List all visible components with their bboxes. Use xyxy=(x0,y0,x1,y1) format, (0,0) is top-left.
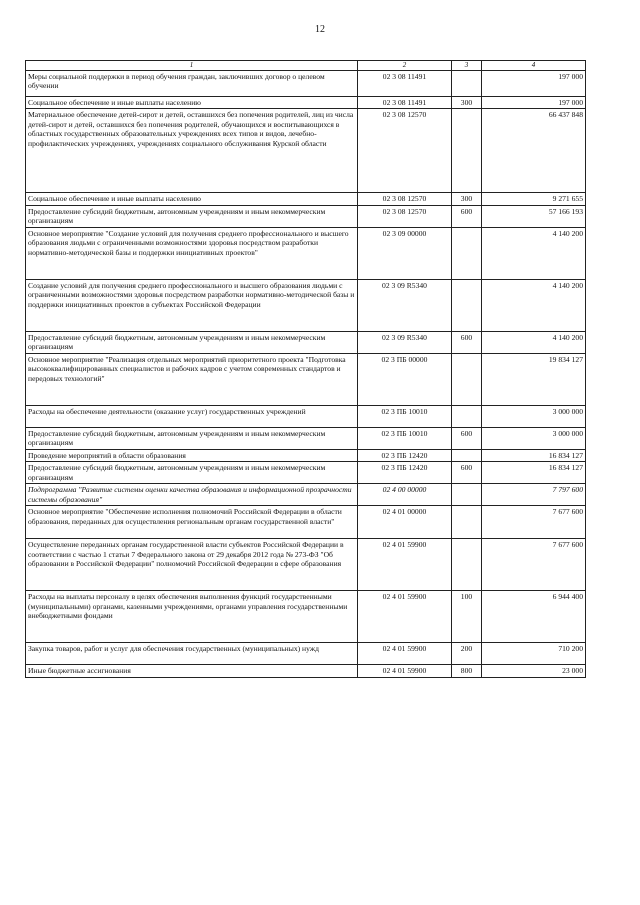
amount-cell: 57 166 193 xyxy=(482,205,586,227)
name-cell: Социальное обеспечение и иные выплаты населению xyxy=(26,96,358,108)
table-row xyxy=(26,205,586,227)
type-cell xyxy=(452,506,482,539)
amount-cell: 23 000 xyxy=(482,665,586,677)
type-cell: 600 xyxy=(452,462,482,484)
amount-cell: 197 000 xyxy=(482,96,586,108)
table-row xyxy=(26,227,586,279)
type-cell: 100 xyxy=(452,591,482,643)
amount-cell: 4 140 200 xyxy=(482,227,586,279)
amount-cell: 3 000 000 xyxy=(482,405,586,427)
code-cell: 02 3 ПБ 10010 xyxy=(358,405,452,427)
table-row xyxy=(26,665,586,677)
name-cell: Меры социальной поддержки в период обучения граждан, заключивших договор о целевом обучении xyxy=(26,70,358,96)
code-cell: 02 3 ПБ 10010 xyxy=(358,427,452,449)
table-row xyxy=(26,449,586,461)
code-cell: 02 3 ПБ 12420 xyxy=(358,449,452,461)
name-cell: Иные бюджетные ассигнования xyxy=(26,665,358,677)
amount-cell: 4 140 200 xyxy=(482,279,586,331)
amount-cell: 16 834 127 xyxy=(482,462,586,484)
name-cell: Материальное обеспечение детей-сирот и детей, оставшихся без попечения родителей, лиц из числа детей-сирот и детей, оставшихся без попечения родителей, обучающихся и воспитывающихся в областных государственных образовательных учреждениях всех типов и видов, лечебно-профилактических учреждениях, учреждениях социального обслуживания Курской области xyxy=(26,109,358,193)
name-cell: Основное мероприятие "Обеспечение исполнения полномочий Российской Федерации в области образования, переданных для осуществления региональным органам государственной власти" xyxy=(26,506,358,539)
name-cell: Создание условий для получения среднего профессионального и высшего образования людьми с ограниченными возможностями здоровья посредством разработки нормативно-методической базы и поддержки инициативных проектов в субъектах Российской Федерации xyxy=(26,279,358,331)
type-cell xyxy=(452,449,482,461)
type-cell xyxy=(452,70,482,96)
name-cell: Расходы на выплаты персоналу в целях обеспечения выполнения функций государственными (муниципальными) органами, казенными учреждениями, органами управления государственными внебюджетными фондами xyxy=(26,591,358,643)
name-cell: Основное мероприятие "Реализация отдельных мероприятий приоритетного проекта "Подготовка высококвалифицированных специалистов и рабочих кадров с учетом современных стандартов и передовых технологий" xyxy=(26,353,358,405)
table-row xyxy=(26,96,586,108)
type-cell: 300 xyxy=(452,193,482,205)
name-cell: Закупка товаров, работ и услуг для обеспечения государственных (муниципальных) нужд xyxy=(26,643,358,665)
name-cell: Предоставление субсидий бюджетным, автономным учреждениям и иным некоммерческим организациям xyxy=(26,205,358,227)
code-cell: 02 3 08 12570 xyxy=(358,205,452,227)
table-row xyxy=(26,539,586,591)
table-row xyxy=(26,462,586,484)
table-row xyxy=(26,643,586,665)
table-row xyxy=(26,427,586,449)
table-row xyxy=(26,193,586,205)
code-cell: 02 3 08 12570 xyxy=(358,193,452,205)
column-header: 2 xyxy=(358,61,452,71)
table-header-row xyxy=(26,61,586,71)
code-cell: 02 3 08 11491 xyxy=(358,70,452,96)
type-cell xyxy=(452,484,482,506)
code-cell: 02 4 01 59900 xyxy=(358,665,452,677)
amount-cell: 19 834 127 xyxy=(482,353,586,405)
type-cell xyxy=(452,353,482,405)
name-cell: Основное мероприятие "Создание условий для получения среднего профессионального и высшего образования людьми с ограниченными возможностями здоровья посредством разработки нормативно-методической базы и поддержки инициативных проектов" xyxy=(26,227,358,279)
name-cell: Предоставление субсидий бюджетным, автономным учреждениям и иным некоммерческим организациям xyxy=(26,462,358,484)
code-cell: 02 3 09 00000 xyxy=(358,227,452,279)
name-cell: Осуществление переданных органам государственной власти субъектов Российской Федерации в соответствии с частью 1 статьи 7 Федерального закона от 29 декабря 2012 года № 273-ФЗ "Об образовании в Российской Федерации" полномочий Российской Федерации в сфере образования xyxy=(26,539,358,591)
type-cell: 200 xyxy=(452,643,482,665)
table-row xyxy=(26,353,586,405)
amount-cell: 4 140 200 xyxy=(482,331,586,353)
code-cell: 02 3 08 12570 xyxy=(358,109,452,193)
name-cell: Предоставление субсидий бюджетным, автономным учреждениям и иным некоммерческим организациям xyxy=(26,427,358,449)
code-cell: 02 3 ПБ 12420 xyxy=(358,462,452,484)
amount-cell: 6 944 400 xyxy=(482,591,586,643)
name-cell: Подпрограмма "Развитие системы оценки качества образования и информационной прозрачности системы образования" xyxy=(26,484,358,506)
code-cell: 02 3 09 R5340 xyxy=(358,331,452,353)
table-row xyxy=(26,405,586,427)
code-cell: 02 4 01 59900 xyxy=(358,591,452,643)
page-number: 12 xyxy=(315,24,325,35)
name-cell: Предоставление субсидий бюджетным, автономным учреждениям и иным некоммерческим организациям xyxy=(26,331,358,353)
table-row xyxy=(26,331,586,353)
code-cell: 02 3 08 11491 xyxy=(358,96,452,108)
type-cell xyxy=(452,279,482,331)
table-row xyxy=(26,279,586,331)
name-cell: Социальное обеспечение и иные выплаты населению xyxy=(26,193,358,205)
column-header: 1 xyxy=(26,61,358,71)
type-cell: 600 xyxy=(452,331,482,353)
amount-cell: 16 834 127 xyxy=(482,449,586,461)
amount-cell: 66 437 848 xyxy=(482,109,586,193)
table-row xyxy=(26,109,586,193)
budget-table xyxy=(25,60,586,678)
code-cell: 02 3 09 R5340 xyxy=(358,279,452,331)
type-cell: 300 xyxy=(452,96,482,108)
amount-cell: 710 200 xyxy=(482,643,586,665)
name-cell: Проведение мероприятий в области образования xyxy=(26,449,358,461)
amount-cell: 197 000 xyxy=(482,70,586,96)
code-cell: 02 4 01 00000 xyxy=(358,506,452,539)
type-cell: 600 xyxy=(452,427,482,449)
table-row xyxy=(26,484,586,506)
name-cell: Расходы на обеспечение деятельности (оказание услуг) государственных учреждений xyxy=(26,405,358,427)
column-header: 4 xyxy=(482,61,586,71)
code-cell: 02 3 ПБ 00000 xyxy=(358,353,452,405)
code-cell: 02 4 00 00000 xyxy=(358,484,452,506)
column-header: 3 xyxy=(452,61,482,71)
type-cell: 600 xyxy=(452,205,482,227)
type-cell xyxy=(452,109,482,193)
table-row xyxy=(26,591,586,643)
amount-cell: 9 271 655 xyxy=(482,193,586,205)
type-cell: 800 xyxy=(452,665,482,677)
amount-cell: 7 677 600 xyxy=(482,506,586,539)
table-row xyxy=(26,70,586,96)
amount-cell: 7 797 600 xyxy=(482,484,586,506)
amount-cell: 3 000 000 xyxy=(482,427,586,449)
code-cell: 02 4 01 59900 xyxy=(358,643,452,665)
type-cell xyxy=(452,405,482,427)
amount-cell: 7 677 600 xyxy=(482,539,586,591)
table-row xyxy=(26,506,586,539)
code-cell: 02 4 01 59900 xyxy=(358,539,452,591)
type-cell xyxy=(452,539,482,591)
type-cell xyxy=(452,227,482,279)
